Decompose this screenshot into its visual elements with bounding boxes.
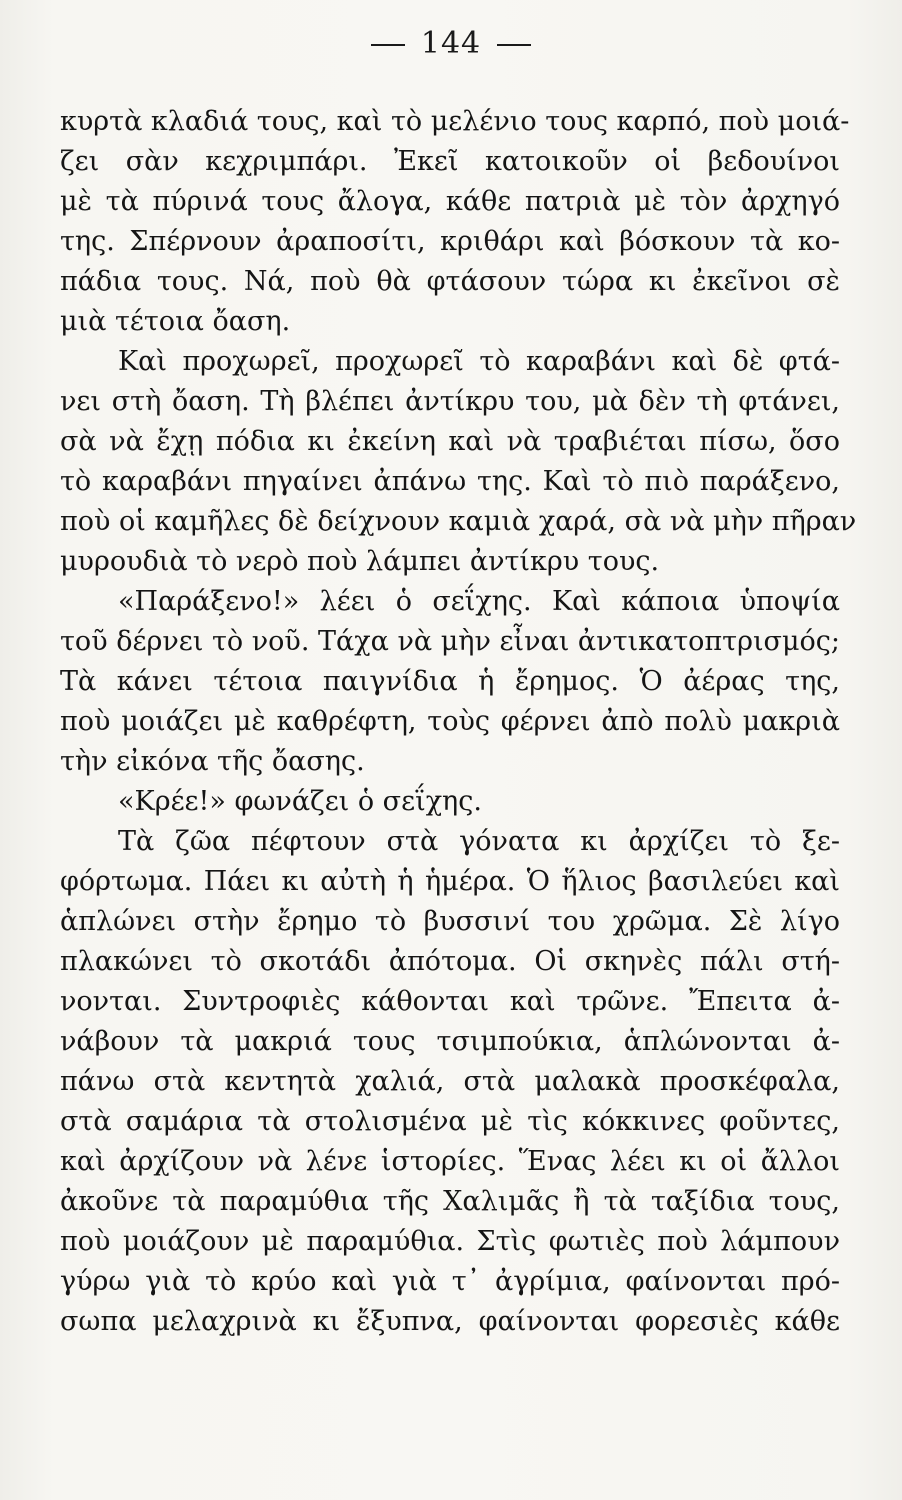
- text-line: ποὺ μοιάζουν μὲ παραμύθια. Στὶς φωτιὲς ποὺ λάμπουν: [60, 1226, 840, 1257]
- page-number: 144: [420, 26, 482, 61]
- left-dash: [371, 44, 405, 46]
- text-line: φόρτωμα. Πάει κι αὐτὴ ἡ ἡμέρα. Ὁ ἥλιος βασιλεύει καὶ: [60, 866, 840, 897]
- text-line: ἁπλώνει στὴν ἔρημο τὸ βυσσινί του χρῶμα. Σὲ λίγο: [60, 906, 840, 937]
- body-text: [60, 102, 857, 1342]
- text-line: «Παράξενο!» λέει ὁ σεΐχης. Καὶ κάποια ὑποψία: [118, 586, 840, 617]
- text-line: Τὰ κάνει τέτοια παιγνίδια ἡ ἔρημος. Ὁ ἀέρας της,: [60, 666, 840, 697]
- text-line: νονται. Συντροφιὲς κάθονται καὶ τρῶνε. Ἔπειτα ἀ-: [60, 986, 840, 1017]
- text-line: στὰ σαμάρια τὰ στολισμένα μὲ τὶς κόκκινες φοῦντες,: [60, 1106, 840, 1137]
- text-line: καὶ ἀρχίζουν νὰ λένε ἱστορίες. Ἕνας λέει κι οἱ ἄλλοι: [60, 1146, 840, 1177]
- text-line: τὴν εἰκόνα τῆς ὄασης.: [60, 746, 365, 777]
- text-line: μιὰ τέτοια ὄαση.: [60, 306, 291, 337]
- text-line: πάνω στὰ κεντητὰ χαλιά, στὰ μαλακὰ προσκέφαλα,: [60, 1066, 840, 1097]
- text-line: πλακώνει τὸ σκοτάδι ἀπότομα. Οἱ σκηνὲς πάλι στή-: [60, 946, 840, 977]
- text-line: σωπα μελαχρινὰ κι ἔξυπνα, φαίνονται φορεσιὲς κάθε: [60, 1306, 840, 1337]
- text-line: νει στὴ ὄαση. Τὴ βλέπει ἀντίκρυ του, μὰ δὲν τὴ φτάνει,: [60, 386, 840, 417]
- text-line: Τὰ ζῶα πέφτουν στὰ γόνατα κι ἀρχίζει τὸ ξε-: [118, 826, 840, 857]
- text-line: γύρω γιὰ τὸ κρύο καὶ γιὰ τ᾿ ἀγρίμια, φαίνονται πρό-: [60, 1266, 840, 1297]
- text-line: ποὺ οἱ καμῆλες δὲ δείχνουν καμιὰ χαρά, σὰ νὰ μὴν πῆραν: [60, 506, 857, 537]
- text-line: κυρτὰ κλαδιά τους, καὶ τὸ μελένιο τους καρπό, ποὺ μοιά-: [60, 106, 850, 137]
- text-line: ἀκοῦνε τὰ παραμύθια τῆς Χαλιμᾶς ἢ τὰ ταξίδια τους,: [60, 1186, 840, 1217]
- text-line: μυρουδιὰ τὸ νερὸ ποὺ λάμπει ἀντίκρυ τους.: [60, 546, 660, 577]
- text-line: Καὶ προχωρεῖ, προχωρεῖ τὸ καραβάνι καὶ δὲ φτά-: [118, 346, 840, 377]
- text-line: τὸ καραβάνι πηγαίνει ἀπάνω της. Καὶ τὸ πιὸ παράξενο,: [60, 466, 840, 497]
- text-line: πάδια τους. Νά, ποὺ θὰ φτάσουν τώρα κι ἐκεῖνοι σὲ: [60, 266, 840, 297]
- text-line: σὰ νὰ ἔχῃ πόδια κι ἐκείνη καὶ νὰ τραβιέται πίσω, ὅσο: [60, 426, 840, 457]
- page-number-header: [0, 26, 902, 61]
- right-dash: [497, 44, 531, 46]
- text-line: ποὺ μοιάζει μὲ καθρέφτη, τοὺς φέρνει ἀπὸ πολὺ μακριὰ: [60, 706, 840, 737]
- text-line: της. Σπέρνουν ἀραποσίτι, κριθάρι καὶ βόσκουν τὰ κο-: [60, 226, 840, 257]
- text-line: μὲ τὰ πύρινά τους ἄλογα, κάθε πατριὰ μὲ τὸν ἀρχηγό: [60, 186, 840, 217]
- text-line: τοῦ δέρνει τὸ νοῦ. Τάχα νὰ μὴν εἶναι ἀντικατοπτρισμός;: [60, 626, 840, 657]
- text-line: «Κρέε!» φωνάζει ὁ σεΐχης.: [118, 786, 482, 817]
- text-line: ζει σὰν κεχριμπάρι. Ἐκεῖ κατοικοῦν οἱ βεδουίνοι: [60, 146, 840, 177]
- text-line: νάβουν τὰ μακριά τους τσιμπούκια, ἁπλώνονται ἀ-: [60, 1026, 840, 1057]
